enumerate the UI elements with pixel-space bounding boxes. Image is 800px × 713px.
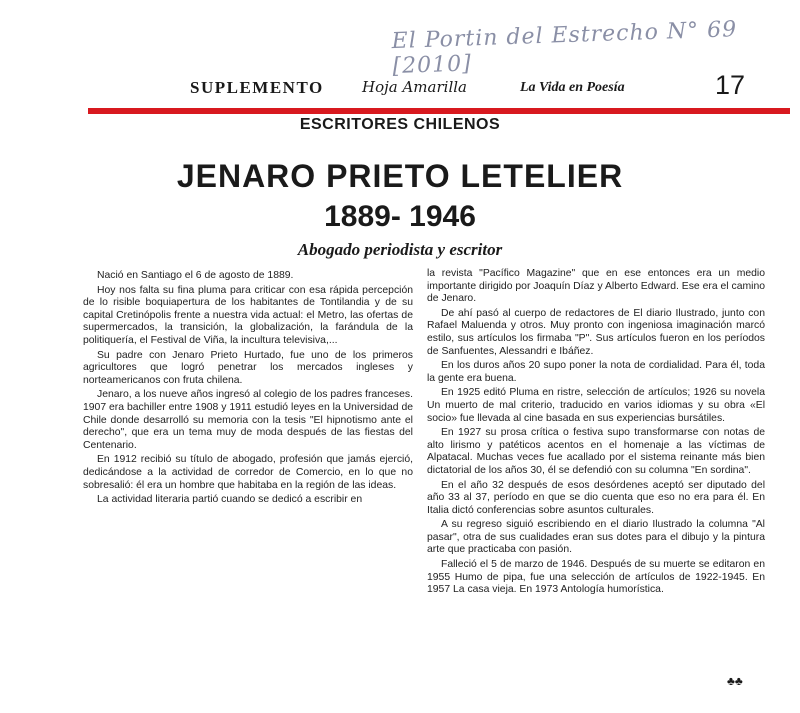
paragraph: Hoy nos falta su fina pluma para criticar con esa rápida percepción de lo risible boquiapertura de los habitantes de Tontilandia y de su capital Cretinópolis frente a nuestra vida actual: el Metro, las ofertas de supermercados, la transición, la globalización, la farándula de la politiquería, el Festival de Viña, la incultura televisiva,...: [83, 284, 413, 346]
paragraph: En el año 32 después de esos desórdenes aceptó ser diputado del año 33 al 37, período en que se dio cuenta que eso no era para él. En Italia dictó conferencias sobre asuntos culturales.: [427, 479, 765, 516]
paragraph: En 1927 su prosa crítica o festiva supo transformarse con notas de alto lirismo y patéticos acentos en el homenaje a las víctimas de Alpatacal. Muchas veces fue acallado por el sistema reinante más bien dictatorial de los años 30, él se defendió con su columna "En sordina".: [427, 427, 765, 476]
paragraph: Falleció el 5 de marzo de 1946. Después de su muerte se editaron en 1955 Humo de pipa, fue una selección de artículos de 1922-1945. En 1957 La casa vieja. En 1973 Antología humorística.: [427, 559, 765, 596]
paragraph: la revista "Pacífico Magazine" que en ese entonces era un medio importante dirigido por Joaquín Díaz y Alberto Edward. Ese era el camino de Jenaro.: [427, 268, 765, 305]
paragraph: En los duros años 20 supo poner la nota de cordialidad. Para él, toda la gente era buena.: [427, 360, 765, 384]
paragraph: La actividad literaria partió cuando se dedicó a escribir en: [97, 494, 363, 506]
la-vida-en-poesia-label: La Vida en Poesía: [520, 80, 625, 95]
article-title: JENARO PRIETO LETELIER: [176, 158, 624, 194]
red-header-rule: [88, 108, 790, 114]
end-of-article-mark: ♣♣: [727, 674, 743, 688]
section-heading: ESCRITORES CHILENOS: [299, 116, 501, 133]
paragraph: De ahí pasó al cuerpo de redactores de El diario Ilustrado, junto con Rafael Maluenda y otros. Muy pronto con ingeniosa imaginación marcó estilo, sus artículos los firmaba "P". Sus artículos fueron en los períodos de Sanfuentes, Alessandri e Ibáñez.: [427, 307, 765, 357]
page-number: 17: [715, 70, 746, 100]
paragraph: En 1925 editó Pluma en ristre, selección de artículos; 1926 su novela Un muerto de mal criterio, traducido en varios idiomas y su obra «El socio» fue llevada al cine basada en sus experiencias bursátiles.: [427, 387, 765, 424]
paragraph: Jenaro, a los nueve años ingresó al colegio de los padres franceses. 1907 era bachiller entre 1908 y 1911 estudió leyes en la Universidad de Chile donde desarrolló su memoria con la tesis "El hipnotismo ante el derecho", que era un tema muy de moda después de las fiestas del Centenario.: [83, 389, 413, 451]
paragraph: En 1912 recibió su título de abogado, profesión que jamás ejerció, dedicándose a la actividad de corredor de Comercio, en lo que no sobresalió: él era un hombre que habitaba en la región de las ideas.: [83, 454, 413, 491]
article-column-right: [427, 268, 765, 599]
supplement-header: [190, 70, 790, 110]
handwritten-annotation: El Portin del Estrecho N° 69 [2010]: [391, 17, 738, 80]
paragraph: Nació en Santiago el 6 de agosto de 1889.: [97, 270, 294, 281]
article-column-left: [83, 270, 413, 509]
suplemento-label: SUPLEMENTO: [190, 78, 324, 97]
article-years: 1889- 1946: [324, 200, 476, 233]
article-subtitle: Abogado periodista y escritor: [297, 240, 503, 259]
paragraph: A su regreso siguió escribiendo en el diario Ilustrado la columna "Al pasar", otra de sus cualidades eran sus dotes para el dibujo y la pintura arte que practicaba con pasión.: [427, 519, 765, 556]
hoja-amarilla-label: Hoja Amarilla: [362, 78, 467, 96]
paragraph: Su padre con Jenaro Prieto Hurtado, fue uno de los primeros agricultores que logró penetrar los mercados ingleses y norteamericanos con fruta chilena.: [83, 349, 413, 386]
